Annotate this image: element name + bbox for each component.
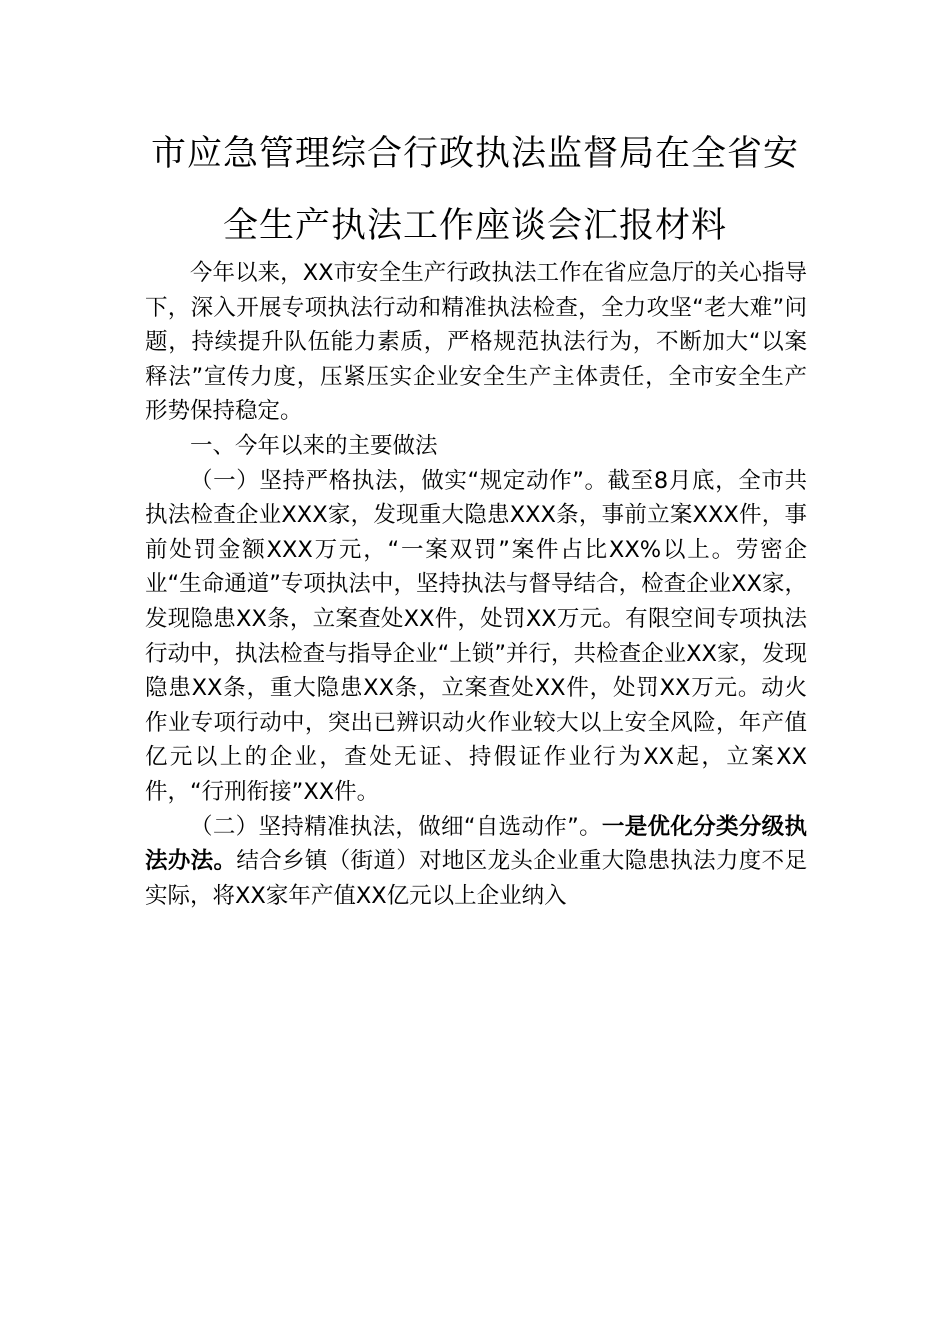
title-line-2: 全生产执法工作座谈会汇报材料 [222,206,727,246]
intro-paragraph: 今年以来，XX市安全生产行政执法工作在省应急厅的关心指导下，深入开展专项执法行动和精准执法检查，全力攻坚“老大难”问题，持续提升队伍能力素质，严格规范执法行为，不断加大“以案释法”宣传力度，压紧压实企业安全生产主体责任，全市安全生产形势保持稳定。 [145,260,807,425]
subsection-2-bold-point: 一是优化分类分级执法办法。 [145,813,807,875]
document-title [120,118,830,262]
subsection-2-text: 结合乡镇（街道）对地区龙头企业重大隐患执法力度不足实际，将XX家年产值XX亿元以上企业纳入 [145,848,807,909]
title-line-1: 市应急管理综合行政执法监督局在全省安 [150,134,799,174]
document-body [145,256,807,913]
subsection-2-paragraph [145,810,807,914]
subsection-1-paragraph: （一）坚持严格执法，做实“规定动作”。截至8月底，全市共执法检查企业XXX家，发现重大隐患XXX条，事前立案XXX件，事前处罚金额XXX万元，“一案双罚”案件占比XX%以上。劳密企业“生命通道”专项执法中，坚持执法与督导结合，检查企业XX家，发现隐患XX条，立案查处XX件，处罚XX万元。有限空间专项执法行动中，执法检查与指导企业“上锁”并行，共检查企业XX家，发现隐患XX条，重大隐患XX条，立案查处XX件，处罚XX万元。动火作业专项行动中，突出已辨识动火作业较大以上安全风险，年产值亿元以上的企业，查处无证、持假证作业行为XX起，立案XX件，“行刑衔接”XX件。 [145,467,807,805]
subsection-2-lead: （二）坚持精准执法，做细“自选动作”。 [190,813,602,840]
section-heading-1: 一、今年以来的主要做法 [190,432,438,459]
